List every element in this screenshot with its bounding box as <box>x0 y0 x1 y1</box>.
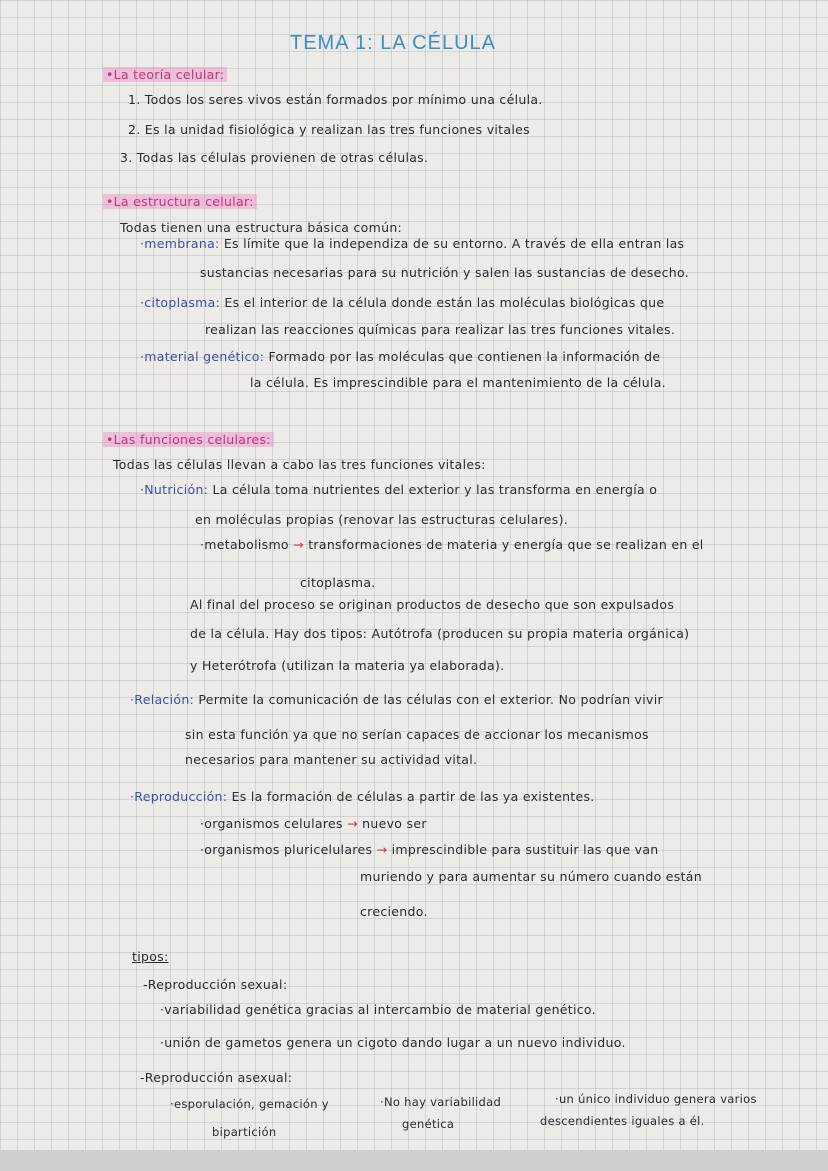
term-label: ·metabolismo <box>200 537 289 552</box>
term-label: ·citoplasma: <box>140 295 221 310</box>
list-item: ·variabilidad genética gracias al intercambio de material genético. <box>160 1002 596 1017</box>
text-line: creciendo. <box>360 904 428 919</box>
heading-text: •La teoría celular: <box>103 67 227 82</box>
text: Es límite que la independiza de su entorno. A través de ella entran las <box>223 236 685 251</box>
term-label: ·organismos celulares <box>200 816 343 831</box>
material-line <box>140 349 660 364</box>
list-item: 3. Todas las células provienen de otras células. <box>120 150 429 165</box>
asexual-heading: -Reproducción asexual: <box>140 1070 293 1085</box>
text: nuevo ser <box>362 816 427 831</box>
tipos-heading: tipos: <box>132 949 169 964</box>
text-line: Al final del proceso se originan productos de desecho que son expulsados <box>190 597 675 612</box>
asexual-col1: ·esporulación, gemación y <box>170 1097 329 1111</box>
text: Es la formación de células a partir de las ya existentes. <box>231 789 595 804</box>
page-edge <box>0 1150 828 1171</box>
heading-text: •La estructura celular: <box>103 194 257 209</box>
text: Es el interior de la célula donde están las moléculas biológicas que <box>224 295 665 310</box>
intro-text: Todas tienen una estructura básica común: <box>120 220 403 235</box>
text: imprescindible para sustituir las que van <box>391 842 659 857</box>
list-item: 1. Todos los seres vivos están formados por mínimo una célula. <box>128 92 543 107</box>
text: Permite la comunicación de las células con el exterior. No podrían vivir <box>198 692 663 707</box>
term-label: ·Nutrición: <box>140 482 209 497</box>
term-label: ·Relación: <box>130 692 195 707</box>
term-label: ·organismos pluricelulares <box>200 842 373 857</box>
text: La célula toma nutrientes del exterior y las transforma en energía o <box>212 482 658 497</box>
nutricion-line <box>140 482 657 497</box>
text-line: realizan las reacciones químicas para realizar las tres funciones vitales. <box>205 322 676 337</box>
text-line: en moléculas propias (renovar las estructuras celulares). <box>195 512 569 527</box>
text-line: citoplasma. <box>300 575 376 590</box>
reproduccion-line <box>130 789 595 804</box>
asexual-col3: ·un único individuo genera varios <box>555 1092 757 1106</box>
arrow-icon: → <box>376 842 388 857</box>
pluricelular-line <box>200 842 659 857</box>
text: Formado por las moléculas que contienen la información de <box>268 349 661 364</box>
text-line: sin esta función ya que no serían capaces de accionar los mecanismos <box>185 727 649 742</box>
text-line: muriendo y para aumentar su número cuando están <box>360 869 702 884</box>
membrana-line <box>140 236 684 251</box>
text-line: necesarios para mantener su actividad vital. <box>185 752 478 767</box>
citoplasma-line <box>140 295 664 310</box>
asexual-col3: descendientes iguales a él. <box>540 1114 705 1128</box>
asexual-col1: bipartición <box>212 1125 277 1139</box>
list-item: 2. Es la unidad fisiológica y realizan las tres funciones vitales <box>128 122 530 137</box>
intro-text: Todas las células llevan a cabo las tres funciones vitales: <box>113 457 486 472</box>
text: transformaciones de materia y energía que se realizan en el <box>308 537 704 552</box>
asexual-col2: genética <box>402 1117 455 1131</box>
term-label: ·membrana: <box>140 236 220 251</box>
asexual-col2: ·No hay variabilidad <box>380 1095 502 1109</box>
page-title: TEMA 1: LA CÉLULA <box>290 32 496 54</box>
metabolismo-line <box>200 537 704 552</box>
term-label: ·material genético: <box>140 349 265 364</box>
text-line: de la célula. Hay dos tipos: Autótrofa (producen su propia materia orgánica) <box>190 626 690 641</box>
text-line: sustancias necesarias para su nutrición y salen las sustancias de desecho. <box>200 265 690 280</box>
section-heading-funciones <box>103 432 274 447</box>
sexual-heading: -Reproducción sexual: <box>143 977 288 992</box>
heading-text: •Las funciones celulares: <box>103 432 274 447</box>
relacion-line <box>130 692 663 707</box>
text-line: la célula. Es imprescindible para el mantenimiento de la célula. <box>250 375 666 390</box>
unicelular-line <box>200 816 427 831</box>
list-item: ·unión de gametos genera un cigoto dando lugar a un nuevo individuo. <box>160 1035 626 1050</box>
text-line: y Heterótrofa (utilizan la materia ya elaborada). <box>190 658 505 673</box>
section-heading-teoria <box>103 67 227 82</box>
section-heading-estructura <box>103 194 257 209</box>
arrow-icon: → <box>293 537 304 552</box>
term-label: ·Reproducción: <box>130 789 228 804</box>
arrow-icon: → <box>347 816 358 831</box>
